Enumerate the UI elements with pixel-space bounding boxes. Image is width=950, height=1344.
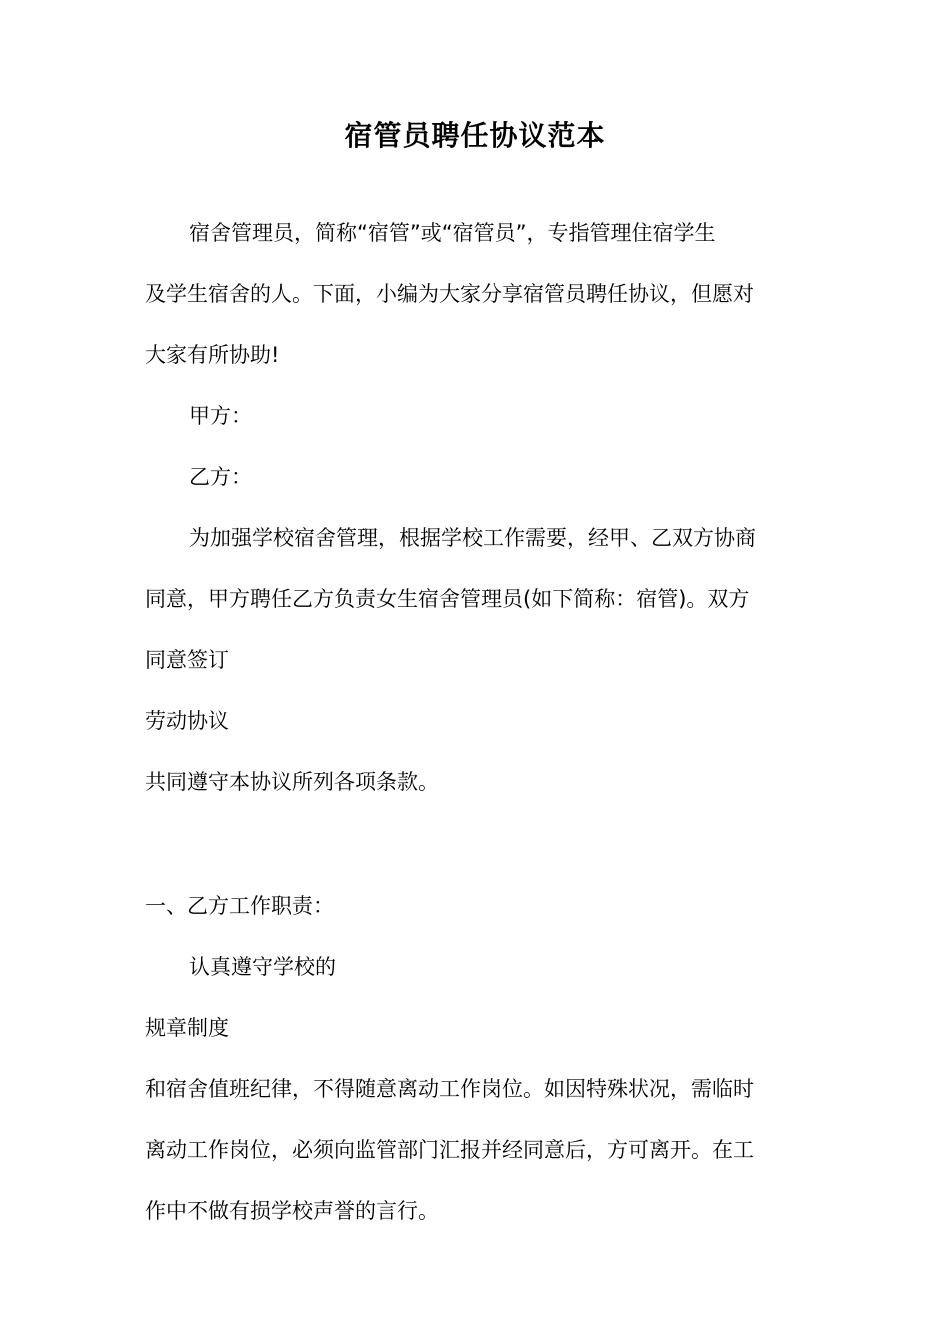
- party-a-label: 甲方：: [189, 404, 252, 428]
- paragraph-line: 离动工作岗位，必须向监管部门汇报并经同意后，方可离开。在工: [145, 1138, 754, 1162]
- paragraph-line: 及学生宿舍的人。下面，小编为大家分享宿管员聘任协议，但愿对: [145, 282, 754, 306]
- paragraph-line: 规章制度: [145, 1016, 229, 1040]
- paragraph-line: 同意，甲方聘任乙方负责女生宿舍管理员(如下简称：宿管)。双方: [145, 587, 750, 611]
- section-heading: 一、乙方工作职责：: [145, 894, 334, 918]
- party-b-label: 乙方：: [189, 465, 252, 489]
- paragraph-line: 为加强学校宿舍管理，根据学校工作需要，经甲、乙双方协商: [189, 526, 756, 550]
- paragraph-line: 和宿舍值班纪律，不得随意离动工作岗位。如因特殊状况，需临时: [145, 1077, 754, 1101]
- paragraph-line: 同意签订: [145, 648, 229, 672]
- paragraph-line: 共同遵守本协议所列各项条款。: [145, 770, 439, 794]
- paragraph-line: 认真遵守学校的: [189, 955, 336, 979]
- document-title: 宿管员聘任协议范本: [344, 119, 606, 152]
- paragraph-line: 宿舍管理员，简称“宿管”或“宿管员”，专指管理住宿学生: [189, 221, 716, 245]
- paragraph-line: 劳动协议: [145, 709, 229, 733]
- paragraph-line: 大家有所协助!: [145, 343, 280, 367]
- paragraph-line: 作中不做有损学校声誉的言行。: [145, 1199, 439, 1223]
